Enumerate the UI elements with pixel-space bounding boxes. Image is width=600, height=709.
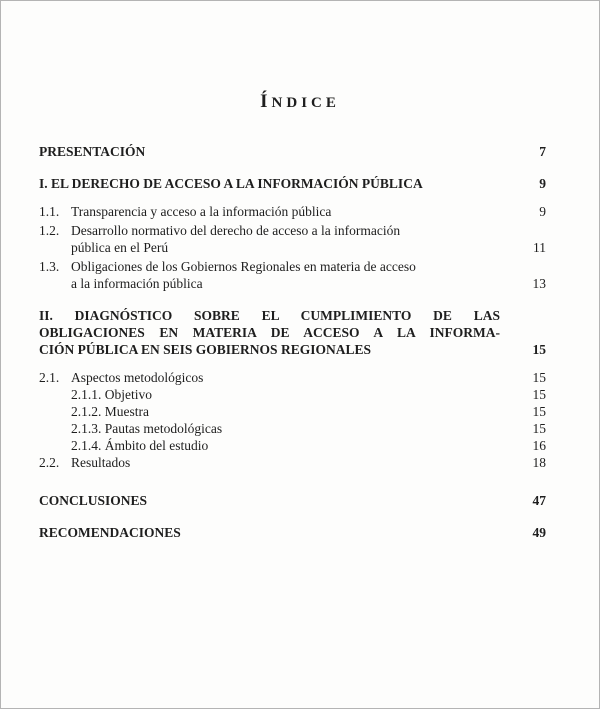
toc-entry xyxy=(39,276,546,292)
toc-entry-text: II. DIAGNÓSTICO SOBRE EL CUMPLIMIENTO DE LAS xyxy=(39,308,500,323)
toc-entry-number: 2.2. xyxy=(39,455,60,470)
toc-entry xyxy=(39,404,546,420)
toc-entry-text: 1.1. Transparencia y acceso a la información pública xyxy=(39,204,332,219)
toc-page-number: 9 xyxy=(539,204,546,219)
toc-entry xyxy=(39,342,546,358)
toc-entry-text: 2.1.1. Objetivo xyxy=(71,387,152,402)
toc-page-number: 15 xyxy=(532,387,546,402)
toc-entry xyxy=(39,223,546,239)
toc-entry-number: 1.1. xyxy=(39,204,60,219)
toc-entry xyxy=(39,455,546,471)
toc-entry xyxy=(39,370,546,386)
toc-entry xyxy=(39,176,546,192)
toc-entry xyxy=(39,438,546,454)
toc-page-number: 49 xyxy=(532,525,546,540)
toc-entry-text: OBLIGACIONES EN MATERIA DE ACCESO A LA INFORMA- xyxy=(39,325,500,340)
toc-page-number: 16 xyxy=(532,438,546,453)
toc-page-number: 15 xyxy=(532,421,546,436)
toc-entry-text: 2.1. Aspectos metodológicos xyxy=(39,370,204,385)
toc-entry-number: 1.3. xyxy=(39,259,60,274)
toc-entry xyxy=(39,240,546,256)
toc-page-number: 7 xyxy=(539,144,546,159)
toc-entry-text: RECOMENDACIONES xyxy=(39,525,181,540)
toc-page-number: 15 xyxy=(532,342,546,357)
toc-page-number: 15 xyxy=(532,370,546,385)
page-title xyxy=(1,91,599,114)
toc-page-number: 15 xyxy=(532,404,546,419)
toc-entry xyxy=(39,387,546,403)
toc-entry-text: 1.2. Desarrollo normativo del derecho de acceso a la información xyxy=(39,223,401,238)
toc-entry-text: 1.3. Obligaciones de los Gobiernos Regionales en materia de acceso xyxy=(39,259,416,274)
toc-page-number: 9 xyxy=(539,176,546,191)
toc-page-number: 11 xyxy=(533,240,546,255)
toc-entry-text: I. EL DERECHO DE ACCESO A LA INFORMACIÓN PÚBLICA xyxy=(39,176,423,191)
toc-entry-number: 2.1. xyxy=(39,370,60,385)
toc-entry-text: 2.1.3. Pautas metodológicas xyxy=(71,421,223,436)
toc-entry-text: 2.1.2. Muestra xyxy=(71,404,149,419)
toc-entry xyxy=(39,421,546,437)
toc-entry-text: a la información pública xyxy=(71,276,203,291)
page-title-rest: NDICE xyxy=(271,95,340,111)
toc-entry-number: 1.2. xyxy=(39,223,60,238)
toc-entry xyxy=(39,525,546,541)
toc-page-number: 47 xyxy=(532,493,546,508)
page-title-initial: Í xyxy=(260,91,272,112)
toc-entry-text: 2.1.4. Ámbito del estudio xyxy=(71,438,209,453)
toc-entry-text: PRESENTACIÓN xyxy=(39,144,146,159)
toc-entry xyxy=(39,493,546,509)
toc-entry xyxy=(39,308,546,324)
toc-entry-text: 2.2. Resultados xyxy=(39,455,131,470)
toc-entry-text: CONCLUSIONES xyxy=(39,493,148,508)
toc-entry-text: CIÓN PÚBLICA EN SEIS GOBIERNOS REGIONALES xyxy=(39,342,371,357)
toc-entry xyxy=(39,204,546,220)
toc-page-number: 18 xyxy=(532,455,546,470)
toc-entry xyxy=(39,259,546,275)
toc-list xyxy=(39,144,546,541)
toc-page-number: 13 xyxy=(532,276,546,291)
toc-entry xyxy=(39,144,546,160)
toc-entry-text: pública en el Perú xyxy=(71,240,169,255)
toc-entry xyxy=(39,325,546,341)
